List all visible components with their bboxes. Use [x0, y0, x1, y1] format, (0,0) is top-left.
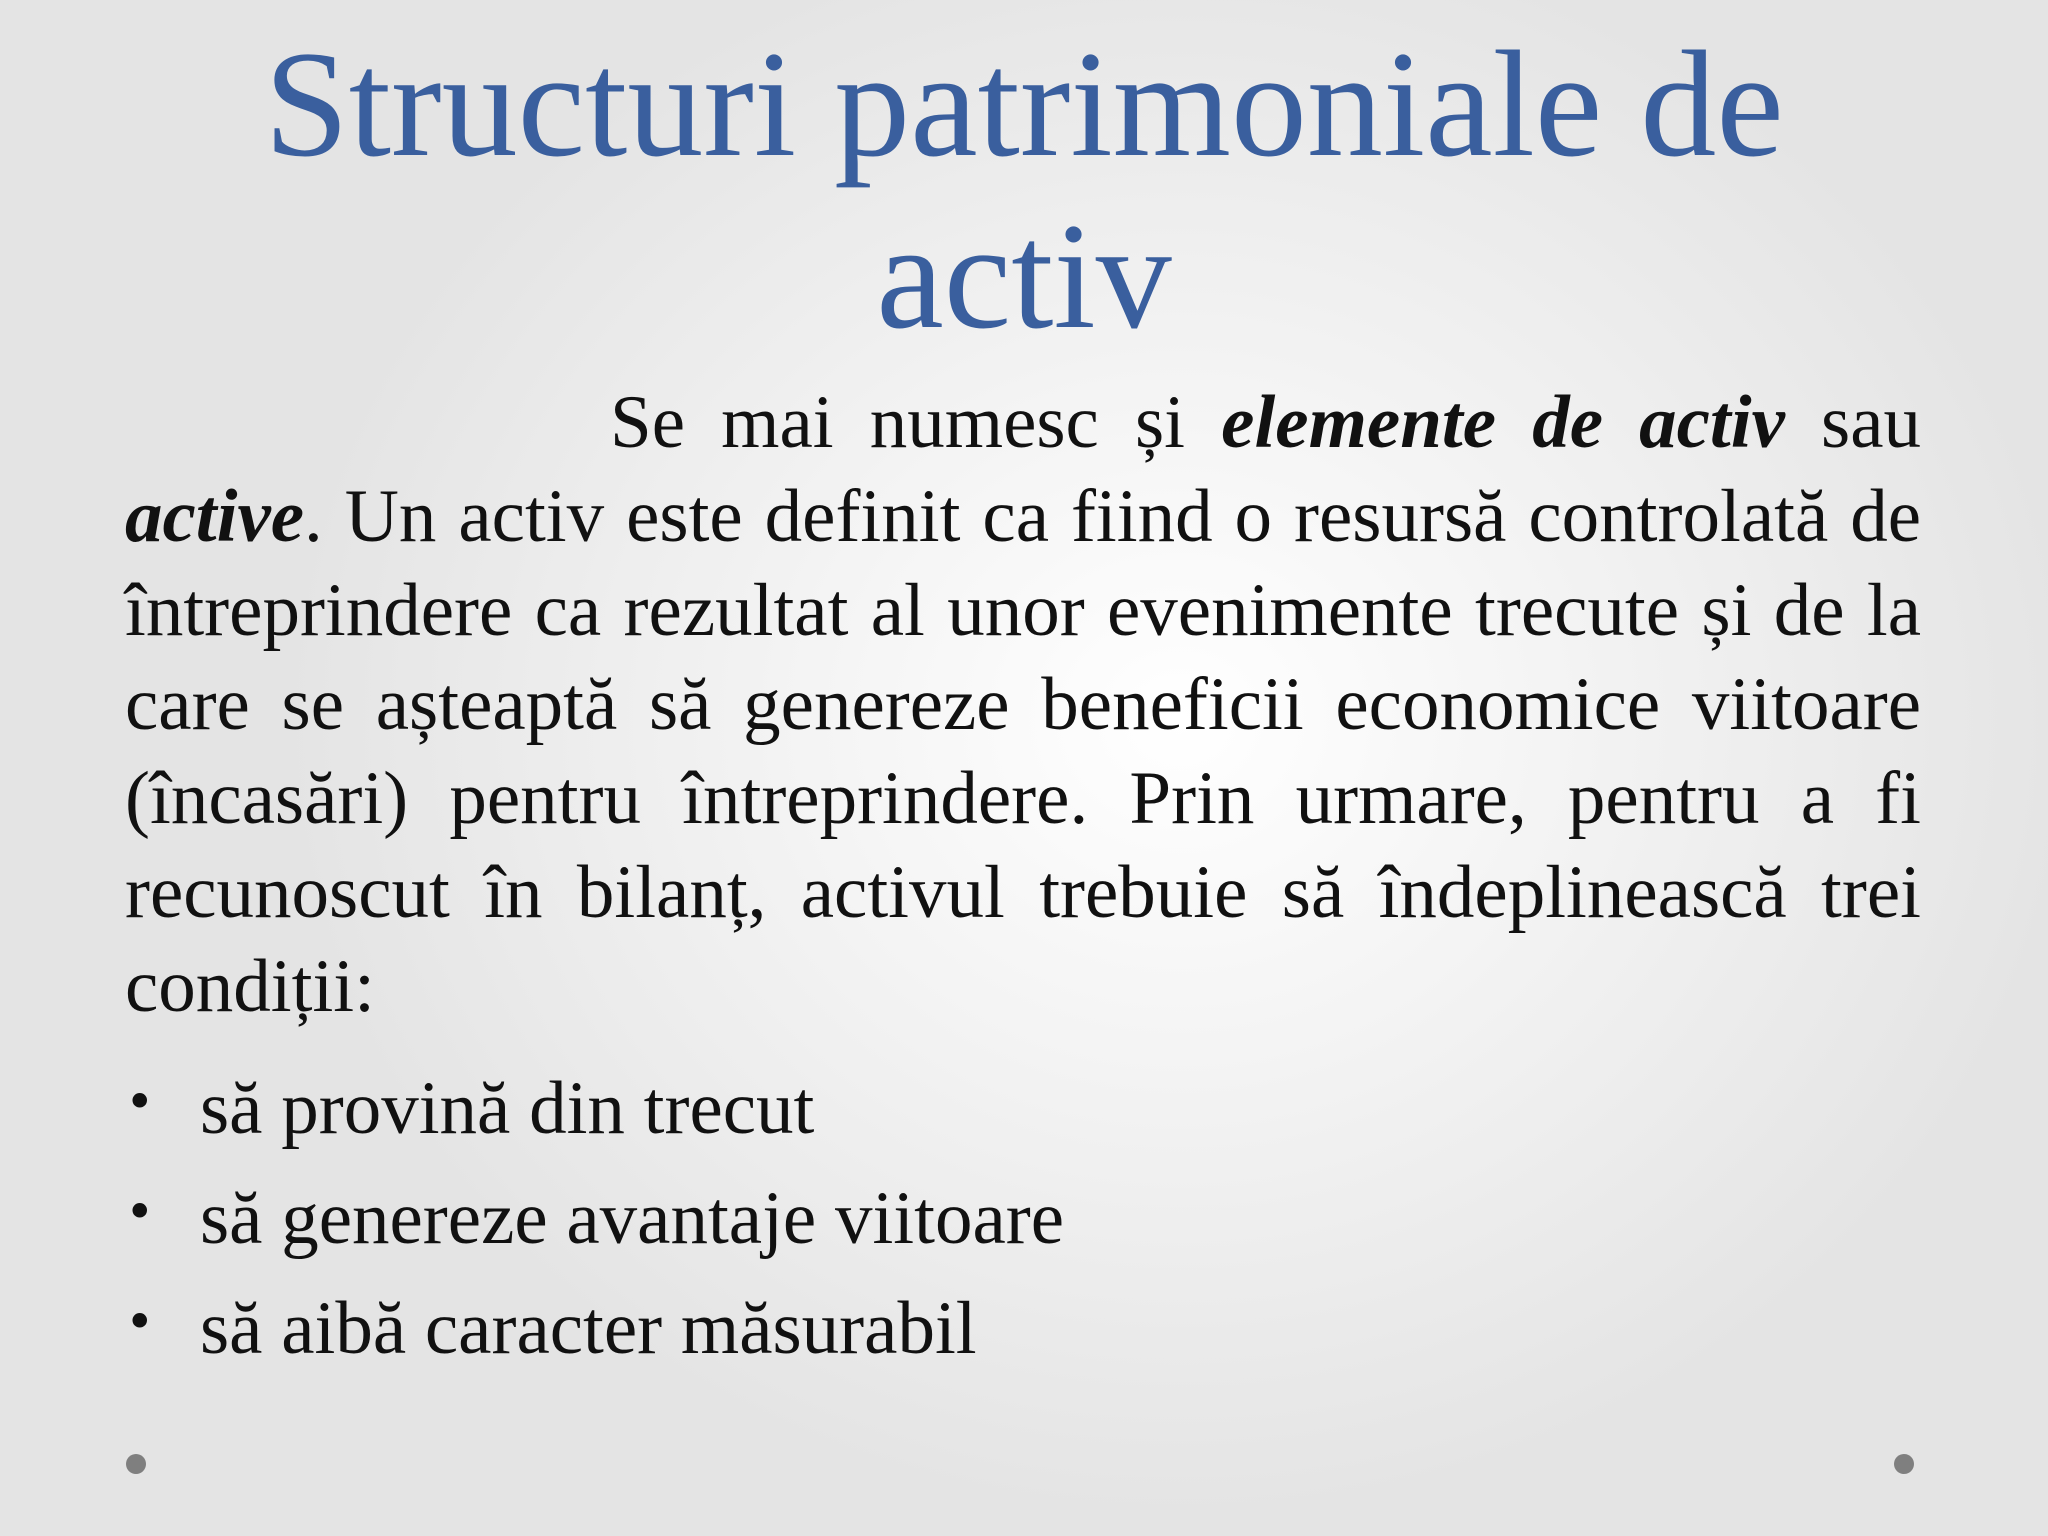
emphasis-elemente-de-activ: elemente de activ — [1221, 381, 1785, 464]
list-item — [125, 1164, 1064, 1274]
bullet-icon: • — [125, 1183, 155, 1241]
body-paragraph — [125, 376, 1921, 1034]
decorative-dot-left-icon — [126, 1454, 146, 1474]
bullet-icon: • — [125, 1293, 155, 1351]
list-item — [125, 1054, 1064, 1164]
bullet-icon: • — [125, 1073, 155, 1131]
list-item-text: să genereze avantaje viitoare — [200, 1177, 1065, 1260]
slide-title: Structuri patrimoniale de activ — [264, 20, 1784, 360]
list-item — [125, 1274, 1064, 1384]
conditions-list — [125, 1054, 1064, 1384]
list-item-text: să provină din trecut — [200, 1067, 815, 1150]
decorative-dot-right-icon — [1894, 1454, 1914, 1474]
emphasis-active: active — [125, 475, 305, 558]
list-item-text: să aibă caracter măsurabil — [200, 1287, 977, 1370]
body-text-part: . Un activ este definit ca fiind o resursă controlată de întreprindere ca rezultat al unor evenimente trecute și de la care se așteaptă să genereze beneficii economice viitoare (încasări) pentru întreprindere. Prin urmare, pentru a fi recunoscut în bilanț, activul trebuie să îndeplinească trei condiții: — [125, 475, 1921, 1028]
body-text-part: Se mai numesc și — [610, 381, 1222, 464]
body-text-part: sau — [1784, 381, 1922, 464]
